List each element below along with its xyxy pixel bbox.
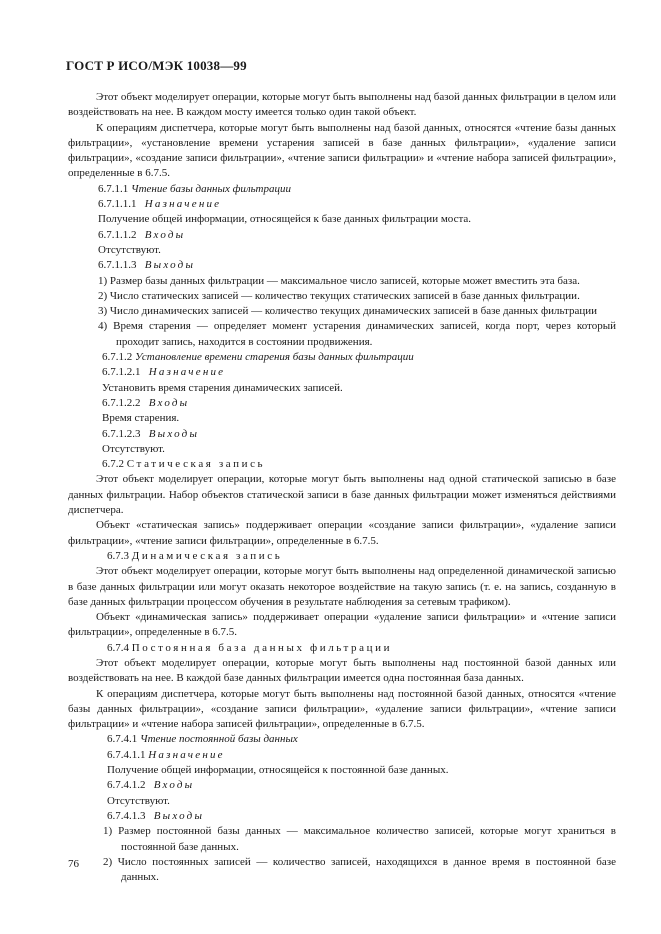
paragraph: Объект «динамическая запись» поддерживает операции «удаление записи фильтрации» и «чтение записи фильтрации», определенные в 6.7.5. [68,611,616,639]
subsection-heading [68,258,616,273]
section-heading [68,732,616,747]
list-item: 3) Число динамических записей — количество текущих динамических записей в базе данных фильтрации [98,305,598,318]
subsection-heading [68,748,616,763]
section-title: Назначение [144,198,222,211]
paragraph: Этот объект моделирует операции, которые могут быть выполнены над одной статической записью в базе данных фильтрации. Набор объектов статической записи в базе данных фильтрации может изменяться действиями диспетчера. [68,473,616,517]
subsection-heading [68,197,616,212]
section-title: Постоянная база данных фильтрации [131,641,393,654]
subsection-heading [68,365,616,380]
section-number: 6.7.3 [107,549,129,562]
list-item: 1) Размер постоянной базы данных — максимальное количество записей, которые могут храниться в постоянной базе данных. [103,825,616,853]
subsection-heading [68,396,616,411]
subsection-heading [68,809,616,824]
section-number: 6.7.1.1.1 [98,198,137,211]
subsection-heading [68,228,616,243]
section-title: Входы [148,396,190,409]
section-title: Динамическая запись [131,549,283,562]
section-heading [68,641,616,656]
paragraph: Этот объект моделирует операции, которые могут быть выполнены над базой данных фильтрации в целом или воздействовать на нее. В каждом мосту имеется только один такой объект. [68,91,616,119]
document-body [68,90,616,885]
section-heading [68,182,616,197]
section-title: Выходы [144,259,196,272]
paragraph: Этот объект моделирует операции, которые могут быть выполнены над постоянной базой данных или воздействовать на нее. В каждой базе данных фильтрации имеется одна постоянная база данных. [68,656,616,685]
section-number: 6.7.1.1.3 [98,259,137,272]
paragraph: К операциям диспетчера, которые могут быть выполнены над постоянной базой данных, относятся «чтение базы данных фильтрации», «создание записи фильтрации», «удаление записи фильтрации», «чтение записи фильтрации» и «чтение набора записей фильтрации», определенные в 6.7.5. [68,687,616,731]
section-title: Установление времени старения базы данных фильтрации [135,351,414,364]
section-title: Выходы [148,427,200,440]
paragraph: Получение общей информации, относящейся к постоянной базе данных. [107,764,449,777]
section-title: Чтение постоянной базы данных [140,733,298,746]
section-title: Назначение [148,748,225,761]
paragraph: Установить время старения динамических записей. [102,381,343,394]
paragraph: Этот объект моделирует операции, которые могут быть выполнены над определенной динамической записью в базе данных фильтрации или могут оказать некоторое воздействие на такую запись (т. е. на запись, созданную в базе данных фильтрации процессом обучения в результате наблюдения за сетевым трафиком). [68,565,616,608]
list-item: 4) Время старения — определяет момент устарения динамических записей, когда порт, через который проходит запись, находится в состоянии продвижения. [98,320,616,348]
section-title: Входы [144,228,186,241]
section-title: Выходы [153,809,205,822]
section-heading [68,549,616,564]
section-number: 6.7.4.1 [107,733,138,746]
paragraph: Объект «статическая запись» поддерживает операции «создание записи фильтрации», «удаление записи фильтрации», «чтение записи фильтрации», определенные в 6.7.5. [68,519,616,547]
document-header: ГОСТ Р ИСО/МЭК 10038—99 [66,58,247,73]
section-number: 6.7.4.1.3 [107,809,146,822]
section-number: 6.7.1.1 [98,182,129,195]
section-number: 6.7.4.1.2 [107,779,146,792]
section-title: Статическая запись [126,458,266,471]
paragraph: К операциям диспетчера, которые могут быть выполнены над базой данных, относятся «чтение базы данных фильтрации», «установление времени устарения записей в базе данных фильтрации», «удаление записи фильтрации», «создание записи фильтрации», «чтение записи фильтрации» и «чтение набора записей фильтрации», определенные в 6.7.5. [68,121,616,180]
section-title: Входы [153,779,195,792]
list-item: 2) Число статических записей — количество текущих статических записей в базе данных фильтрации. [98,289,580,302]
section-number: 6.7.1.2.2 [102,396,141,409]
paragraph: Получение общей информации, относящейся к базе данных фильтрации моста. [98,213,472,226]
list-item: 1) Размер базы данных фильтрации — максимальное число записей, которые может вместить эта база. [98,274,580,287]
section-number: 6.7.1.2.1 [102,366,141,379]
section-number: 6.7.1.2.3 [102,427,141,440]
section-number: 6.7.1.2 [102,351,133,364]
paragraph: Отсутствуют. [98,243,161,256]
section-number: 6.7.4.1.1 [107,748,146,761]
subsection-heading [68,778,616,793]
section-heading [68,457,616,472]
section-number: 6.7.2 [102,458,124,471]
paragraph: Отсутствуют. [102,442,165,455]
section-number: 6.7.1.1.2 [98,228,137,241]
section-title: Назначение [148,366,226,379]
section-title: Чтение базы данных фильтрации [131,182,291,195]
page-number: 76 [68,858,79,870]
section-heading [68,350,616,365]
paragraph: Отсутствуют. [107,794,170,807]
paragraph: Время старения. [102,412,180,425]
section-number: 6.7.4 [107,641,129,654]
list-item: 2) Число постоянных записей — количество записей, находящихся в данное время в постоянной базе данных. [103,855,616,884]
subsection-heading [68,427,616,442]
